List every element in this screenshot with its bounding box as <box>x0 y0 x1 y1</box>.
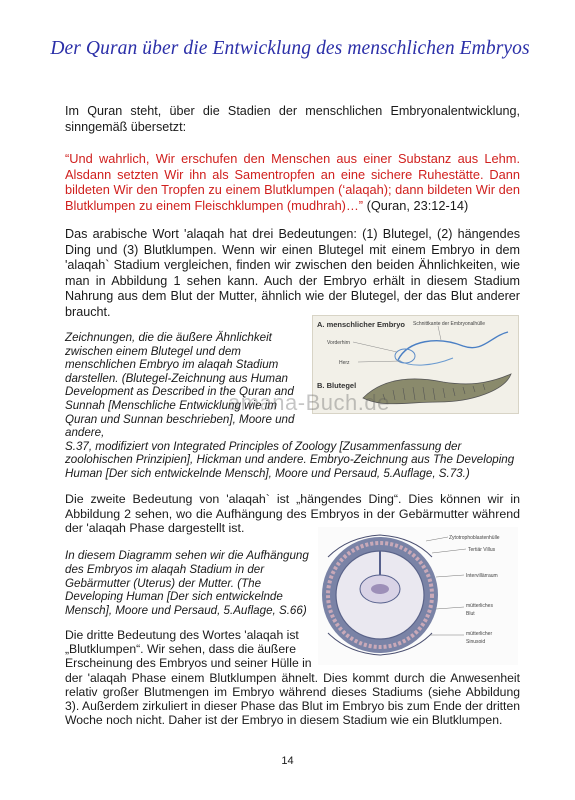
paragraph-hanging: Die zweite Bedeutung von 'alaqah` ist „hängendes Ding“. Dies können wir in Abbildung 2 sehen, wo die Aufhängung des Embryos in der Gebärmutter während der 'alaqah Phase dargestellt ist. <box>65 492 520 535</box>
figure2-annot-1: Zytotrophoblastenhülle <box>449 535 500 541</box>
figure2-annot-6: mütterlicher <box>466 631 493 637</box>
figure2-annot-7: Sinusoid <box>466 639 486 645</box>
figure1-caption-part1: Zeichnungen, die die äußere Ähnlichkeit zwischen einem Blutegel und dem menschlichen Embryo im alaqah Stadium darstellen. (Blutegel-Zeichnung aus Human Development as Described in the Quran and Sunnah [Menschliche Entwicklung wie im Quran und Sunnan beschrieben], Moore und andere, <box>65 331 295 440</box>
pointer-line-2 <box>358 361 401 362</box>
figure1-caption-part2: S.37, modifiziert von Integrated Principles of Zoology [Zusammenfassung der zoolohischen Prinzipien], Hickman und andere. Embryo-Zeichnung aus The Developing Human [Der sich entwickelnde Mensch], Moore und Persaud, 5.Auflage, S.73.) <box>65 439 515 480</box>
fig2-pointer-3 <box>436 575 464 577</box>
pointer-line-3 <box>438 326 441 340</box>
paragraph3-part1: Die dritte Bedeutung des Wortes 'alaqah ist „Blutklumpen“. Wir sehen, dass die äußere Erscheinung des Embryos und seiner Hülle in <box>65 628 312 671</box>
embryo-body-line <box>398 358 453 365</box>
fig2-pointer-1 <box>426 537 448 541</box>
figure1-annot-3: Herz <box>339 360 350 366</box>
paragraph-blood-clot <box>65 628 520 727</box>
page-number: 14 <box>281 755 294 767</box>
figure2-annot-5: Blut <box>466 611 475 617</box>
figure1-annot-1: Schnittkante der Embryonalhülle <box>413 321 485 327</box>
pointer-line-1 <box>353 342 397 352</box>
figure2-caption: In diesem Diagramm sehen wir die Aufhängung des Embryos im alaqah Stadium in der Gebärmutter (Uterus) der Mutter. (The Developing Human [Der sich entwickelnde Mensch], Moore und Persaud, 5.Auflage, S.66) <box>65 549 309 618</box>
quote-text: “Und wahrlich, Wir erschufen den Menschen aus einer Substanz aus Lehm. Alsdann setzten Wir ihn als Samentropfen an eine sichere Ruhestätte. Dann bildeten Wir den Tropfen zu einem Blutklumpen (‘alaqah); dann bildeten Wir den Blutklumpen zu einem Fleischklumpen (mudhrah)…” <box>65 151 520 213</box>
watermark: amana-Buch.de <box>228 390 390 415</box>
intro-paragraph: Im Quran steht, über die Stadien der menschlichen Embryonalentwicklung, sinngemäß übersetzt: <box>65 104 520 134</box>
figure2-annot-3: Intervillärraum <box>466 573 498 579</box>
figure2-annot-4: mütterliches <box>466 603 493 609</box>
figure2-annot-2: Tertiär Villus <box>468 547 496 553</box>
figure1-label-a: A. menschlicher Embryo <box>317 320 405 329</box>
page-title: Der Quran über die Entwicklung des menschlichen Embryos <box>50 38 530 59</box>
fig2-pointer-4 <box>436 607 464 609</box>
fig2-pointer-2 <box>432 549 466 553</box>
figure1-label-b: B. Blutegel <box>317 381 357 390</box>
paragraph-meanings: Das arabische Wort 'alaqah hat drei Bedeutungen: (1) Blutegel, (2) hängendes Ding und (3) Blutklumpen. Wenn wir einen Blutegel mit einem Embryo in dem 'alaqah` Stadium vergleichen, finden wir zwischen den beiden Ähnlichkeiten, wie man in Abbildung 1 sehen kann. Auch der Embryo erhält in diesem Stadium Nahrung aus dem Blut der Mutter, ähnlich wie der Blutegel, der das Blut anderer braucht. <box>65 227 520 319</box>
figure1-annot-2: Vorderhirn <box>327 340 351 346</box>
quote-reference: (Quran, 23:12-14) <box>366 197 469 213</box>
paragraph3-part2: der 'alaqah Phase einem Blutklumpen ähnelt. Dies kommt durch die Anwesenheit relativ großer Blutmengen im Embryo während dieses Stadiums (siehe Abbildung 3). Außerdem zirkuliert in dieser Phase das Blut im Embryo bis zum Ende der dritten Woche noch nicht. Daher ist der Embryo in diesem Stadium wie ein Blutklumpen. <box>65 670 520 728</box>
quran-quote <box>65 151 520 213</box>
embryo <box>371 584 389 594</box>
